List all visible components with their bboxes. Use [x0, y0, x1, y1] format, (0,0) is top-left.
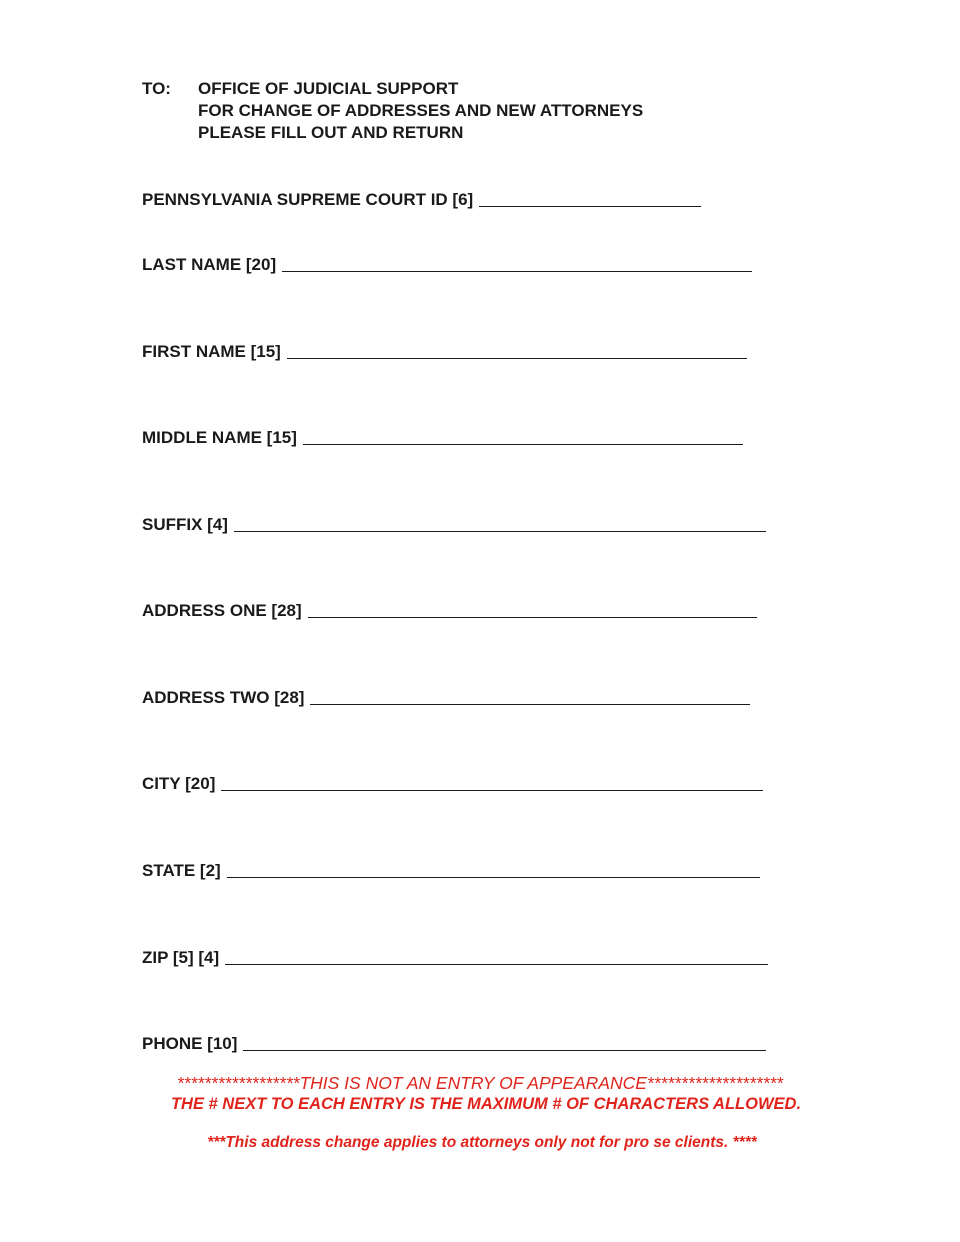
address-two-field [142, 684, 750, 708]
state-label: STATE [2] [142, 861, 221, 880]
court-id-label: PENNSYLVANIA SUPREME COURT ID [6] [142, 190, 474, 209]
address-one-blank[interactable] [308, 599, 757, 618]
address-one-field [142, 597, 757, 621]
recipient-block [198, 78, 643, 144]
city-blank[interactable] [221, 772, 763, 791]
first-name-blank[interactable] [287, 340, 747, 359]
city-label: CITY [20] [142, 774, 216, 793]
address-two-label: ADDRESS TWO [28] [142, 688, 305, 707]
city-field [142, 770, 763, 794]
zip-label: ZIP [5] [4] [142, 948, 220, 967]
recipient-instruction: PLEASE FILL OUT AND RETURN [198, 123, 464, 142]
state-field [142, 857, 760, 881]
last-name-label: LAST NAME [20] [142, 255, 277, 274]
phone-label: PHONE [10] [142, 1034, 238, 1053]
attorneys-only-notice: ***This address change applies to attorneys only not for pro se clients. **** [207, 1134, 757, 1151]
phone-blank[interactable] [243, 1032, 766, 1051]
to-label: TO: [142, 79, 171, 98]
first-name-field [142, 338, 747, 362]
entry-of-appearance-notice: ******************THIS IS NOT AN ENTRY OF APPEARANCE******************** [176, 1073, 784, 1093]
recipient-office: OFFICE OF JUDICIAL SUPPORT [198, 79, 459, 98]
state-blank[interactable] [227, 859, 760, 878]
first-name-label: FIRST NAME [15] [142, 342, 281, 361]
zip-field [142, 944, 768, 968]
max-characters-notice: THE # NEXT TO EACH ENTRY IS THE MAXIMUM # OF CHARACTERS ALLOWED. [170, 1095, 802, 1113]
court-id-field [142, 186, 701, 210]
recipient-purpose: FOR CHANGE OF ADDRESSES AND NEW ATTORNEYS [198, 101, 644, 120]
suffix-blank[interactable] [234, 513, 766, 532]
phone-field [142, 1030, 766, 1054]
middle-name-label: MIDDLE NAME [15] [142, 428, 297, 447]
last-name-blank[interactable] [282, 253, 752, 272]
middle-name-blank[interactable] [303, 426, 743, 445]
suffix-field [142, 511, 766, 535]
address-one-label: ADDRESS ONE [28] [142, 601, 302, 620]
address-two-blank[interactable] [310, 686, 750, 705]
suffix-label: SUFFIX [4] [142, 515, 228, 534]
zip-blank[interactable] [225, 946, 768, 965]
last-name-field [142, 251, 752, 275]
court-id-blank[interactable] [479, 188, 701, 207]
middle-name-field [142, 424, 743, 448]
